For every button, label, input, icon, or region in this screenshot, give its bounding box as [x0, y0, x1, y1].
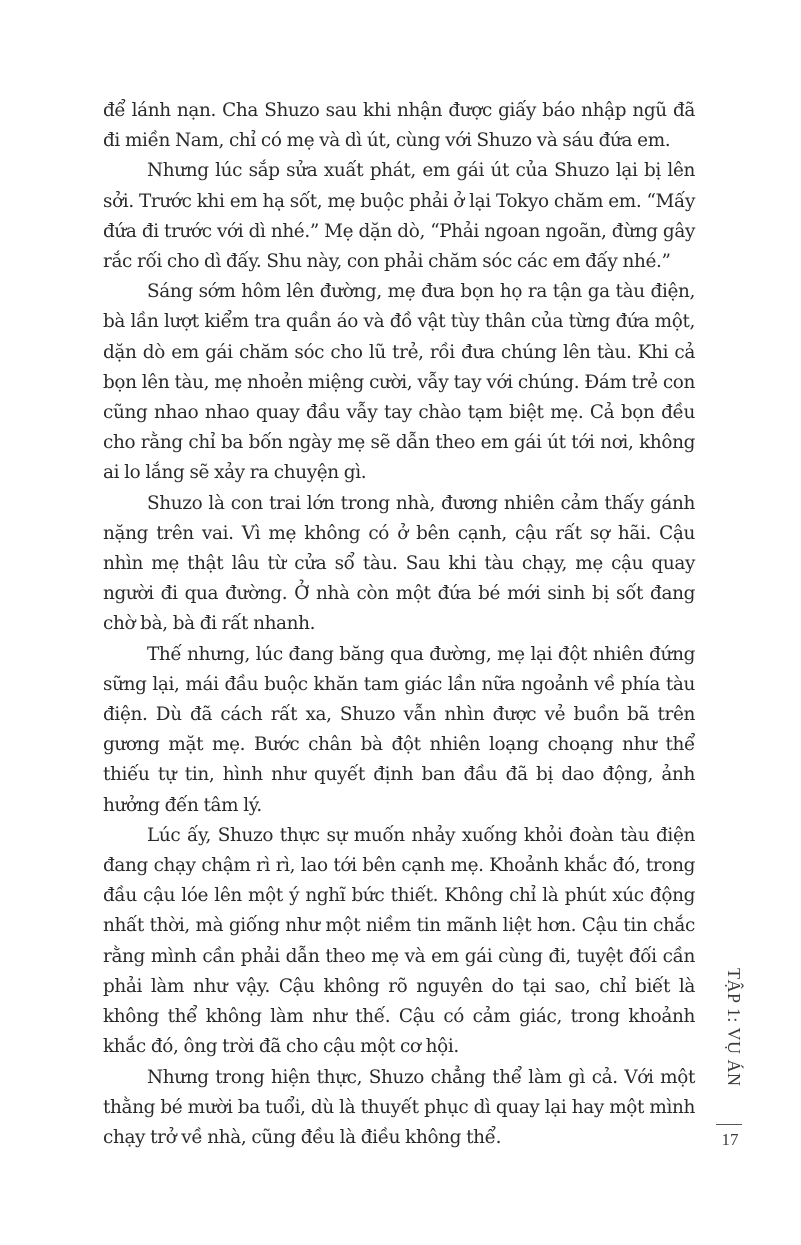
paragraph: Nhưng lúc sắp sửa xuất phát, em gái út của Shuzo lại bị lên sởi. Trước khi em hạ sốt, mẹ buộc phải ở lại Tokyo chăm em. “Mấy đứa đi trước với dì nhé.” Mẹ dặn dò, “Phải ngoan ngoãn, đừng gây rắc rối cho dì đấy. Shu này, con phải chăm sóc các em đấy nhé.”: [103, 160, 695, 273]
paragraph: Sáng sớm hôm lên đường, mẹ đưa bọn họ ra tận ga tàu điện, bà lần lượt kiểm tra quần áo và đồ vật tùy thân của từng đứa một, dặn dò em gái chăm sóc cho lũ trẻ, rồi đưa chúng lên tàu. Khi cả bọn lên tàu, mẹ nhoẻn miệng cười, vẫy tay với chúng. Đám trẻ con cũng nhao nhao quay đầu vẫy tay chào tạm biệt mẹ. Cả bọn đều cho rằng chỉ ba bốn ngày mẹ sẽ dẫn theo em gái út tới nơi, không ai lo lắng sẽ xảy ra chuyện gì.: [103, 281, 695, 484]
running-head-title: TẬP 1: VỤ ÁN: [724, 968, 744, 1087]
paragraph: Thế nhưng, lúc đang băng qua đường, mẹ lại đột nhiên đứng sững lại, mái đầu buộc khăn tam giác lần nữa ngoảnh về phía tàu điện. Dù đã cách rất xa, Shuzo vẫn nhìn được vẻ buồn bã trên gương mặt mẹ. Bước chân bà đột nhiên loạng choạng như thể thiếu tự tin, hình như quyết định ban đầu đã bị dao động, ảnh hưởng đến tâm lý.: [103, 643, 695, 816]
paragraph: Shuzo là con trai lớn trong nhà, đương nhiên cảm thấy gánh nặng trên vai. Vì mẹ không có ở bên cạnh, cậu rất sợ hãi. Cậu nhìn mẹ thật lâu từ cửa sổ tàu. Sau khi tàu chạy, mẹ cậu quay người đi qua đường. Ở nhà còn một đứa bé mới sinh bị sốt đang chờ bà, bà đi rất nhanh.: [103, 492, 695, 635]
paragraph: Nhưng trong hiện thực, Shuzo chẳng thể làm gì cả. Với một thằng bé mười ba tuổi, dù là thuyết phục dì quay lại hay một mình chạy trở về nhà, cũng đều là điều không thể.: [103, 1066, 695, 1148]
page-number-separator: [716, 1124, 742, 1125]
paragraph: để lánh nạn. Cha Shuzo sau khi nhận được giấy báo nhập ngũ đã đi miền Nam, chỉ có mẹ và dì út, cùng với Shuzo và sáu đứa em.: [103, 100, 695, 152]
paragraph: Lúc ấy, Shuzo thực sự muốn nhảy xuống khỏi đoàn tàu điện đang chạy chậm rì rì, lao tới bên cạnh mẹ. Khoảnh khắc đó, trong đầu cậu lóe lên một ý nghĩ bức thiết. Không chỉ là phút xúc động nhất thời, mà giống như một niềm tin mãnh liệt hơn. Cậu tin chắc rằng mình cần phải dẫn theo mẹ và em gái cùng đi, tuyệt đối cần phải làm như vậy. Cậu không rõ nguyên do tại sao, chỉ biết là không thể không làm như thế. Cậu có cảm giác, trong khoảnh khắc đó, ông trời đã cho cậu một cơ hội.: [103, 824, 695, 1058]
body-text: [103, 96, 695, 1153]
page-number: 17: [721, 1130, 739, 1149]
running-head: [720, 968, 748, 1123]
